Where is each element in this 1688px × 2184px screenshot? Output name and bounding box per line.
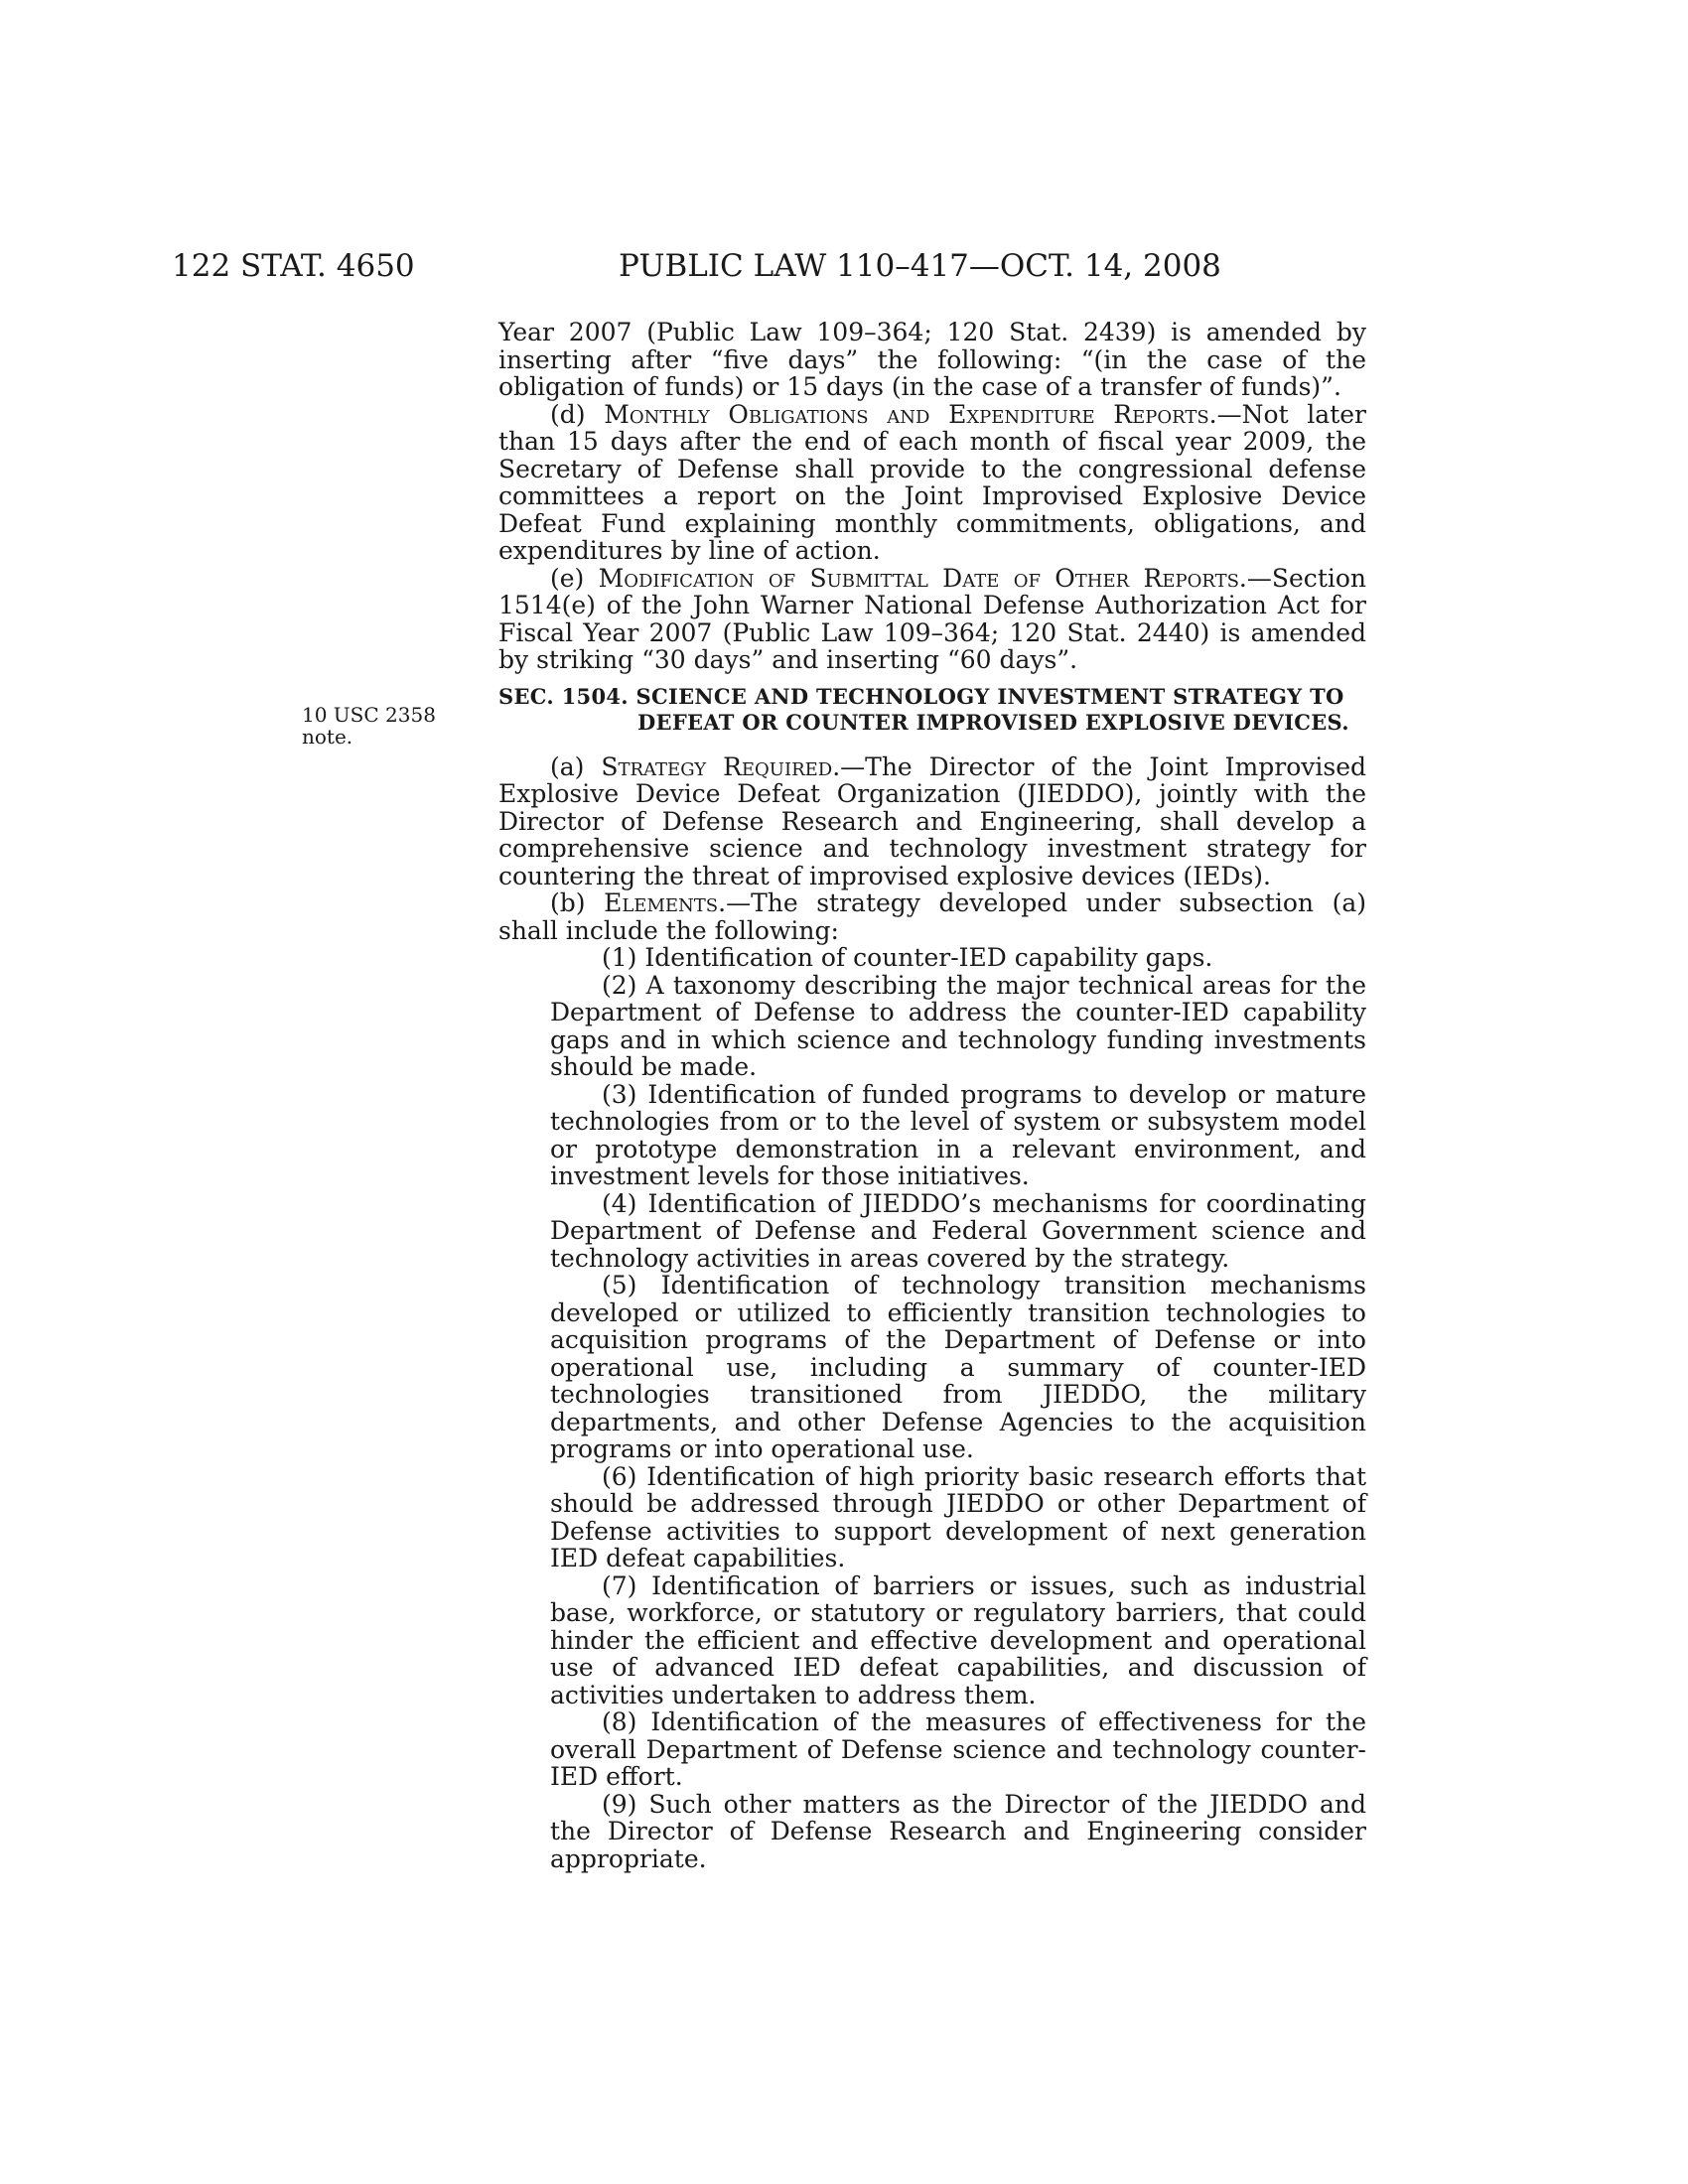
subsection-d-text: —Not later than 15 days after the end of each month of fiscal year 2009, the Secretary of Defense shall provide to the congressional defense committees a report on the Joint Improvised Explosive Device Defeat Fund explaining monthly commitments, obligations, and expenditures by line of action.	[498, 399, 1366, 565]
list-item: (5) Identification of technology transition mechanisms developed or utilized to efficiently transition technologies to acquisition programs of the Department of Defense or into operational use, including a summary of counter-IED technologies transitioned from JIEDDO, the military departments, and other Defense Agencies to the acquisition programs or into operational use.	[550, 1271, 1366, 1463]
subsection-a	[498, 753, 1366, 890]
section-heading-line1: SEC. 1504. SCIENCE AND TECHNOLOGY INVESTMENT STRATEGY TO	[498, 683, 1344, 709]
subsection-b-label: (b)	[550, 888, 605, 917]
subsection-d	[498, 401, 1366, 565]
margin-note-suffix: note.	[302, 725, 353, 749]
subsection-b-heading: Elements.	[604, 888, 727, 917]
list-item: (2) A taxonomy describing the major technical areas for the Department of Defense to address the counter-IED capability gaps and in which science and technology funding investments should be made.	[550, 970, 1366, 1081]
list-item: (9) Such other matters as the Director of the JIEDDO and the Director of Defense Research and Engineering consider appropriate.	[550, 1789, 1366, 1873]
margin-note-citation: 10 USC 2358	[302, 703, 436, 727]
section-heading-line2: DEFEAT OR COUNTER IMPROVISED EXPLOSIVE DEVICES.	[637, 709, 1349, 735]
subsection-a-text: —The Director of the Joint Improvised Explosive Device Defeat Organization (JIEDDO), jointly with the Director of Defense Research and Engineering, shall develop a comprehensive science and technology investment strategy for countering the threat of improvised explosive devices (IEDs).	[498, 751, 1366, 890]
subsection-e-text: —Section 1514(e) of the John Warner National Defense Authorization Act for Fiscal Year 2007 (Public Law 109–364; 120 Stat. 2440) is amended by striking “30 days” and inserting “60 days”.	[498, 563, 1367, 674]
list-item: (3) Identification of funded programs to develop or mature technologies from or to the level of system or subsystem model or prototype demonstration in a relevant environment, and investment levels for those initiatives.	[550, 1079, 1366, 1190]
list-item: (7) Identification of barriers or issues, such as industrial base, workforce, or statutory or regulatory barriers, that could hinder the efficient and effective development and operational use of advanced IED defeat capabilities, and discussion of activities undertaken to address them.	[550, 1570, 1366, 1709]
running-header-title: PUBLIC LAW 110–417—OCT. 14, 2008	[619, 248, 1221, 284]
subsection-b	[498, 889, 1366, 944]
subsection-d-label: (d)	[550, 399, 605, 429]
body-text	[498, 319, 1366, 1872]
section-heading	[498, 684, 1366, 736]
subsection-e-label: (e)	[550, 563, 599, 593]
subsection-a-label: (a)	[550, 751, 602, 781]
subsection-e-heading: Modification of Submittal Date of Other Reports.	[598, 563, 1247, 593]
subsection-d-heading: Monthly Obligations and Expenditure Reports.	[604, 399, 1217, 429]
list-item: (1) Identification of counter-IED capability gaps.	[602, 943, 1213, 972]
subsection-b-text: —The strategy developed under subsection (a) shall include the following:	[498, 888, 1366, 945]
statute-page-number: 122 STAT. 4650	[172, 248, 415, 284]
list-item: (4) Identification of JIEDDO’s mechanisms for coordinating Department of Defense and Federal Government science and technology activities in areas covered by the strategy.	[550, 1188, 1366, 1273]
list-item: (8) Identification of the measures of effectiveness for the overall Department of Defense science and technology counter-IED effort.	[550, 1707, 1366, 1791]
paragraph-continuation: Year 2007 (Public Law 109–364; 120 Stat. 2439) is amended by inserting after “five days” the following: “(in the case of the obligation of funds) or 15 days (in the case of a transfer of funds)”.	[498, 318, 1366, 401]
subsection-e	[498, 565, 1366, 674]
list-item: (6) Identification of high priority basic research efforts that should be addressed through JIEDDO or other Department of Defense activities to support development of next generation IED defeat capabilities.	[550, 1461, 1366, 1572]
margin-note	[302, 704, 436, 748]
subsection-a-heading: Strategy Required.	[601, 751, 841, 781]
